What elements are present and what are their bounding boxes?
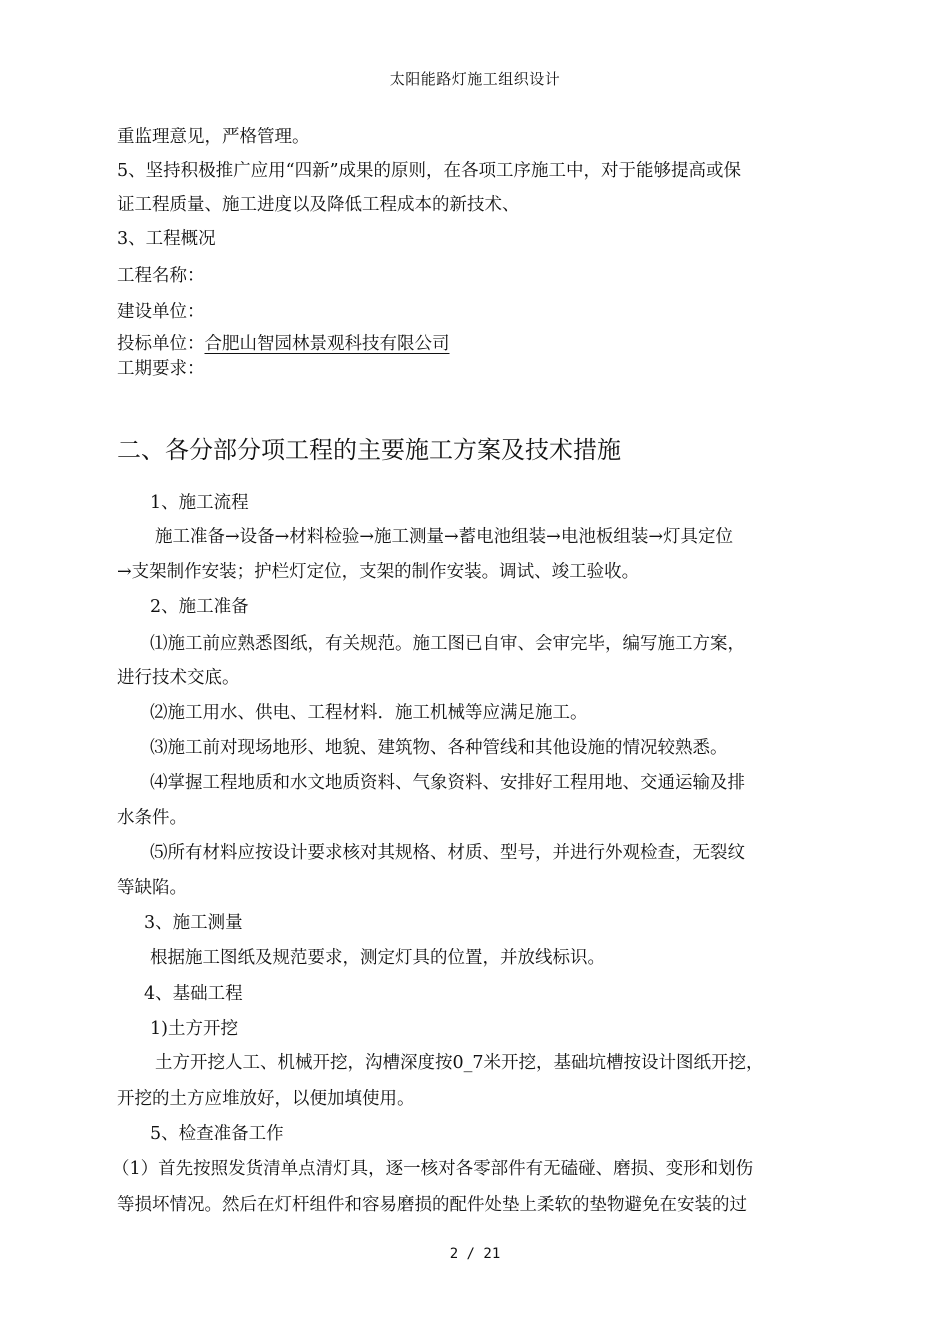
text-line: 5、坚持积极推广应用“四新”成果的原则，在各项工序施工中，对于能够提高或保	[117, 161, 742, 181]
text-line: 水条件。	[117, 808, 187, 828]
text-line: （1）首先按照发货清单点清灯具，逐一核对各零部件有无磕碰、磨损、变形和划伤	[112, 1159, 754, 1179]
text-line: 根据施工图纸及规范要求，测定灯具的位置，并放线标识。	[150, 948, 605, 968]
subheading: 5、检查准备工作	[150, 1124, 284, 1144]
text-line: 重监理意见，严格管理。	[117, 127, 310, 147]
subheading: 4、基础工程	[144, 984, 243, 1004]
text-line: ⑷掌握工程地质和水文地质资料、气象资料、安排好工程用地、交通运输及排	[150, 773, 745, 793]
text-line: 土方开挖人工、机械开挖，沟槽深度按0_7米开挖，基础坑槽按设计图纸开挖，	[155, 1053, 764, 1073]
running-header: 太阳能路灯施工组织设计	[389, 70, 561, 88]
text-line: ⑴施工前应熟悉图纸，有关规范。施工图已自审、会审完毕，编写施工方案，	[150, 634, 745, 654]
project-name-label: 工程名称：	[117, 266, 205, 286]
text-line: →支架制作安装；护栏灯定位，支架的制作安装。调试、竣工验收。	[117, 562, 640, 582]
bidder-label: 投标单位：	[117, 334, 205, 354]
subheading: 3、施工测量	[144, 913, 243, 933]
page-number: 2 / 21	[449, 1246, 501, 1262]
subheading: 1)土方开挖	[150, 1019, 238, 1039]
text-line: 进行技术交底。	[117, 668, 240, 688]
text-line: 等损坏情况。然后在灯杆组件和容易磨损的配件处垫上柔软的垫物避免在安装的过	[117, 1195, 747, 1215]
bidder-value: 合肥山智园林景观科技有限公司	[204, 334, 450, 354]
chapter-heading: 二、各分部分项工程的主要施工方案及技术措施	[117, 436, 621, 464]
text-line: 施工准备→设备→材料检验→施工测量→蓄电池组装→电池板组装→灯具定位	[155, 527, 733, 547]
subheading: 2、施工准备	[150, 597, 249, 617]
bidder-line	[117, 332, 817, 356]
text-line: ⑵施工用水、供电、工程材料．施工机械等应满足施工。	[150, 703, 588, 723]
text-line: 开挖的土方应堆放好，以便加填使用。	[117, 1089, 415, 1109]
builder-label: 建设单位：	[117, 302, 205, 322]
text-line: ⑶施工前对现场地形、地貌、建筑物、各种管线和其他设施的情况较熟悉。	[150, 738, 728, 758]
subheading: 1、施工流程	[150, 493, 249, 513]
text-line: ⑸所有材料应按设计要求核对其规格、材质、型号，并进行外观检查，无裂纹	[150, 843, 745, 863]
text-line: 等缺陷。	[117, 878, 187, 898]
section-heading-3: 3、工程概况	[117, 229, 216, 249]
text-line: 证工程质量、施工进度以及降低工程成本的新技术、	[117, 195, 520, 215]
duration-label: 工期要求：	[117, 359, 205, 379]
